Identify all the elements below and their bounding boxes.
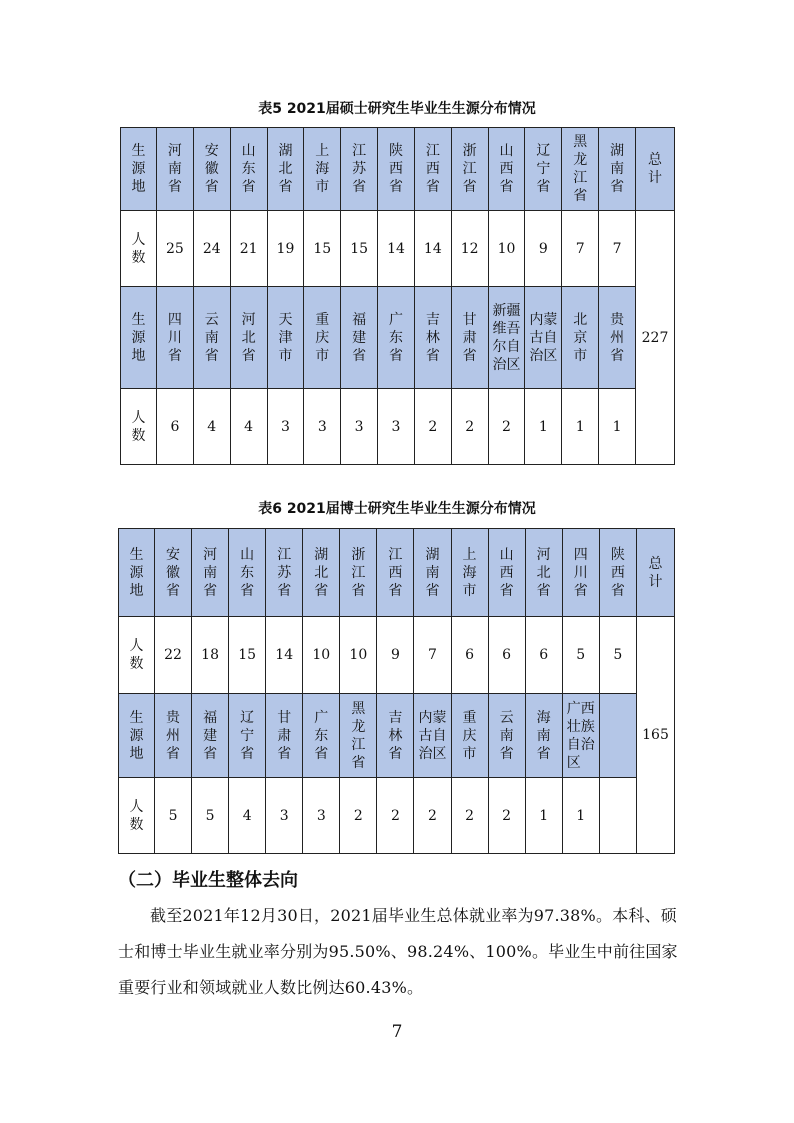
total-label-cell: 总计 <box>637 529 675 617</box>
count-cell: 2 <box>488 778 525 854</box>
province-cell: 甘肃省 <box>451 287 488 389</box>
province-cell: 福建省 <box>341 287 378 389</box>
section-heading: （二）毕业生整体去向 <box>118 870 298 891</box>
table5-header-row-1 <box>121 128 675 211</box>
province-cell: 山西省 <box>488 529 525 617</box>
count-cell: 15 <box>304 211 341 287</box>
count-label-cell: 人数 <box>121 211 157 287</box>
count-cell: 3 <box>304 389 341 465</box>
count-cell: 5 <box>192 778 229 854</box>
origin-label-cell: 生源地 <box>121 128 157 211</box>
province-cell: 贵州省 <box>155 694 192 778</box>
table5-count-row-2 <box>121 389 675 465</box>
province-cell: 河北省 <box>525 529 562 617</box>
count-cell: 7 <box>599 211 636 287</box>
province-cell: 湖南省 <box>599 128 636 211</box>
count-cell: 10 <box>303 617 340 694</box>
section-paragraph: 截至2021年12月30日，2021届毕业生总体就业率为97.38%。本科、硕士和博士毕业生就业率分别为95.50%、98.24%、100%。毕业生中前往国家重要行业和领域就业人数比例达60.43%。 <box>118 906 678 997</box>
province-cell: 内蒙古自治区 <box>525 287 562 389</box>
province-cell: 甘肃省 <box>266 694 303 778</box>
count-cell: 6 <box>525 617 562 694</box>
province-cell: 山东省 <box>230 128 267 211</box>
count-cell: 4 <box>229 778 266 854</box>
count-cell: 24 <box>193 211 230 287</box>
table6-count-row-2 <box>119 778 675 854</box>
count-cell: 22 <box>155 617 192 694</box>
province-cell: 河南省 <box>192 529 229 617</box>
province-cell: 湖南省 <box>414 529 451 617</box>
count-cell: 6 <box>488 617 525 694</box>
table5-count-row-1 <box>121 211 675 287</box>
province-cell: 云南省 <box>488 694 525 778</box>
province-cell: 河南省 <box>157 128 194 211</box>
count-cell: 2 <box>414 778 451 854</box>
count-cell: 2 <box>414 389 451 465</box>
count-cell: 18 <box>192 617 229 694</box>
table6-header-row-1 <box>119 529 675 617</box>
province-cell: 浙江省 <box>451 128 488 211</box>
province-cell: 上海市 <box>304 128 341 211</box>
count-label-cell: 人数 <box>119 778 155 854</box>
count-label-cell: 人数 <box>121 389 157 465</box>
province-cell: 安徽省 <box>193 128 230 211</box>
count-cell: 1 <box>525 389 562 465</box>
total-value-cell: 227 <box>636 211 675 465</box>
province-cell: 安徽省 <box>155 529 192 617</box>
count-cell: 2 <box>488 389 525 465</box>
table6 <box>118 528 675 854</box>
count-cell: 5 <box>155 778 192 854</box>
count-cell: 1 <box>599 389 636 465</box>
count-cell: 15 <box>229 617 266 694</box>
count-cell: 4 <box>230 389 267 465</box>
count-cell: 1 <box>562 778 599 854</box>
count-cell: 7 <box>414 617 451 694</box>
province-cell: 云南省 <box>193 287 230 389</box>
province-cell: 广西壮族自治区 <box>562 694 599 778</box>
province-cell: 广东省 <box>303 694 340 778</box>
province-cell: 陕西省 <box>378 128 415 211</box>
province-cell: 山西省 <box>488 128 525 211</box>
count-cell: 25 <box>157 211 194 287</box>
province-cell: 湖北省 <box>267 128 304 211</box>
count-cell: 6 <box>157 389 194 465</box>
origin-label-cell: 生源地 <box>121 287 157 389</box>
count-cell: 15 <box>341 211 378 287</box>
province-cell: 黑龙江省 <box>562 128 599 211</box>
count-cell: 9 <box>525 211 562 287</box>
province-cell: 上海市 <box>451 529 488 617</box>
count-cell: 2 <box>377 778 414 854</box>
province-cell: 江苏省 <box>266 529 303 617</box>
province-cell: 天津市 <box>267 287 304 389</box>
province-cell: 四川省 <box>562 529 599 617</box>
count-cell: 2 <box>451 389 488 465</box>
province-cell: 内蒙古自治区 <box>414 694 451 778</box>
count-cell: 14 <box>378 211 415 287</box>
total-value-cell: 165 <box>637 617 675 854</box>
count-label-cell: 人数 <box>119 617 155 694</box>
count-cell: 10 <box>488 211 525 287</box>
province-cell: 北京市 <box>562 287 599 389</box>
province-cell: 陕西省 <box>599 529 636 617</box>
province-cell: 浙江省 <box>340 529 377 617</box>
total-label-cell: 总计 <box>636 128 675 211</box>
province-cell: 广东省 <box>378 287 415 389</box>
count-cell: 14 <box>266 617 303 694</box>
count-cell: 7 <box>562 211 599 287</box>
province-cell: 辽宁省 <box>525 128 562 211</box>
table5-header-row-2 <box>121 287 675 389</box>
origin-label-cell: 生源地 <box>119 529 155 617</box>
count-cell: 12 <box>451 211 488 287</box>
province-cell: 黑龙江省 <box>340 694 377 778</box>
count-cell: 19 <box>267 211 304 287</box>
province-cell: 重庆市 <box>304 287 341 389</box>
count-cell: 21 <box>230 211 267 287</box>
count-cell: 3 <box>266 778 303 854</box>
count-cell: 6 <box>451 617 488 694</box>
count-cell: 10 <box>340 617 377 694</box>
count-cell: 14 <box>414 211 451 287</box>
province-cell: 四川省 <box>157 287 194 389</box>
province-cell: 重庆市 <box>451 694 488 778</box>
count-cell: 1 <box>562 389 599 465</box>
province-cell: 湖北省 <box>303 529 340 617</box>
count-cell: 2 <box>340 778 377 854</box>
table6-count-row-1 <box>119 617 675 694</box>
count-cell: 3 <box>267 389 304 465</box>
count-cell: 3 <box>341 389 378 465</box>
count-cell: 4 <box>193 389 230 465</box>
count-cell: 2 <box>451 778 488 854</box>
count-cell: 3 <box>378 389 415 465</box>
origin-label-cell: 生源地 <box>119 694 155 778</box>
province-cell: 山东省 <box>229 529 266 617</box>
table6-caption: 表6 2021届博士研究生毕业生生源分布情况 <box>258 501 536 517</box>
province-cell: 河北省 <box>230 287 267 389</box>
count-cell: 5 <box>599 617 636 694</box>
table5 <box>120 127 675 465</box>
table6-header-row-2 <box>119 694 675 778</box>
count-cell: 5 <box>562 617 599 694</box>
province-cell: 江苏省 <box>341 128 378 211</box>
table5-caption: 表5 2021届硕士研究生毕业生生源分布情况 <box>258 101 536 117</box>
count-cell: 9 <box>377 617 414 694</box>
empty-header-cell <box>599 694 636 778</box>
count-cell: 1 <box>525 778 562 854</box>
province-cell: 新疆维吾尔自治区 <box>488 287 525 389</box>
province-cell: 辽宁省 <box>229 694 266 778</box>
empty-count-cell <box>599 778 636 854</box>
province-cell: 吉林省 <box>377 694 414 778</box>
province-cell: 福建省 <box>192 694 229 778</box>
province-cell: 江西省 <box>377 529 414 617</box>
province-cell: 贵州省 <box>599 287 636 389</box>
count-cell: 3 <box>303 778 340 854</box>
page-number: 7 <box>391 1022 403 1042</box>
province-cell: 吉林省 <box>414 287 451 389</box>
province-cell: 海南省 <box>525 694 562 778</box>
province-cell: 江西省 <box>414 128 451 211</box>
